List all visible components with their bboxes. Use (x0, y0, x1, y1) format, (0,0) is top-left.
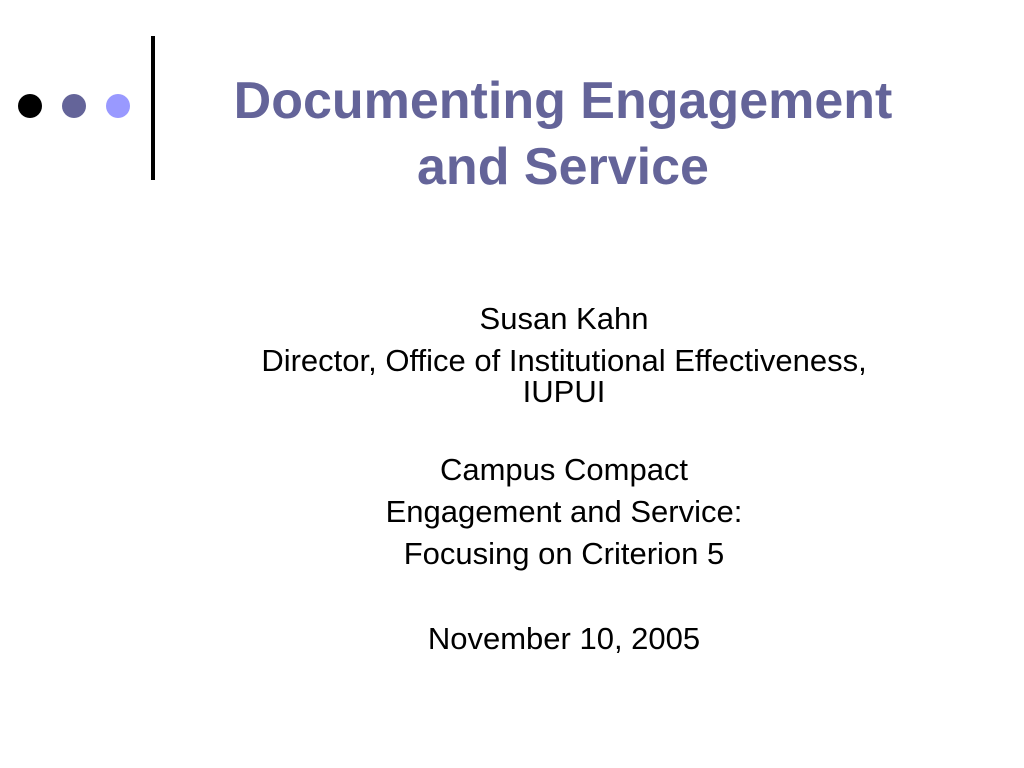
presenter-position: Director, Office of Institutional Effectiveness, (261, 343, 867, 378)
decorative-dot-black (18, 94, 42, 118)
presenter-institution: IUPUI (522, 374, 606, 409)
slide-title-line-1: Documenting Engagement (233, 72, 893, 130)
presenter-name: Susan Kahn (479, 301, 649, 336)
slide-title-line-2: and Service (417, 138, 709, 196)
presentation-date: November 10, 2005 (427, 621, 701, 656)
slide-subtitle (190, 298, 938, 660)
decorative-dot-periwinkle (106, 94, 130, 118)
decorative-dot-slate (62, 94, 86, 118)
event-subtitle: Focusing on Criterion 5 (403, 536, 725, 571)
slide-title (180, 68, 946, 200)
event-title: Engagement and Service: (385, 494, 743, 529)
event-organization: Campus Compact (439, 452, 689, 487)
spacer (190, 575, 938, 618)
vertical-divider (151, 36, 155, 180)
spacer (190, 406, 938, 449)
